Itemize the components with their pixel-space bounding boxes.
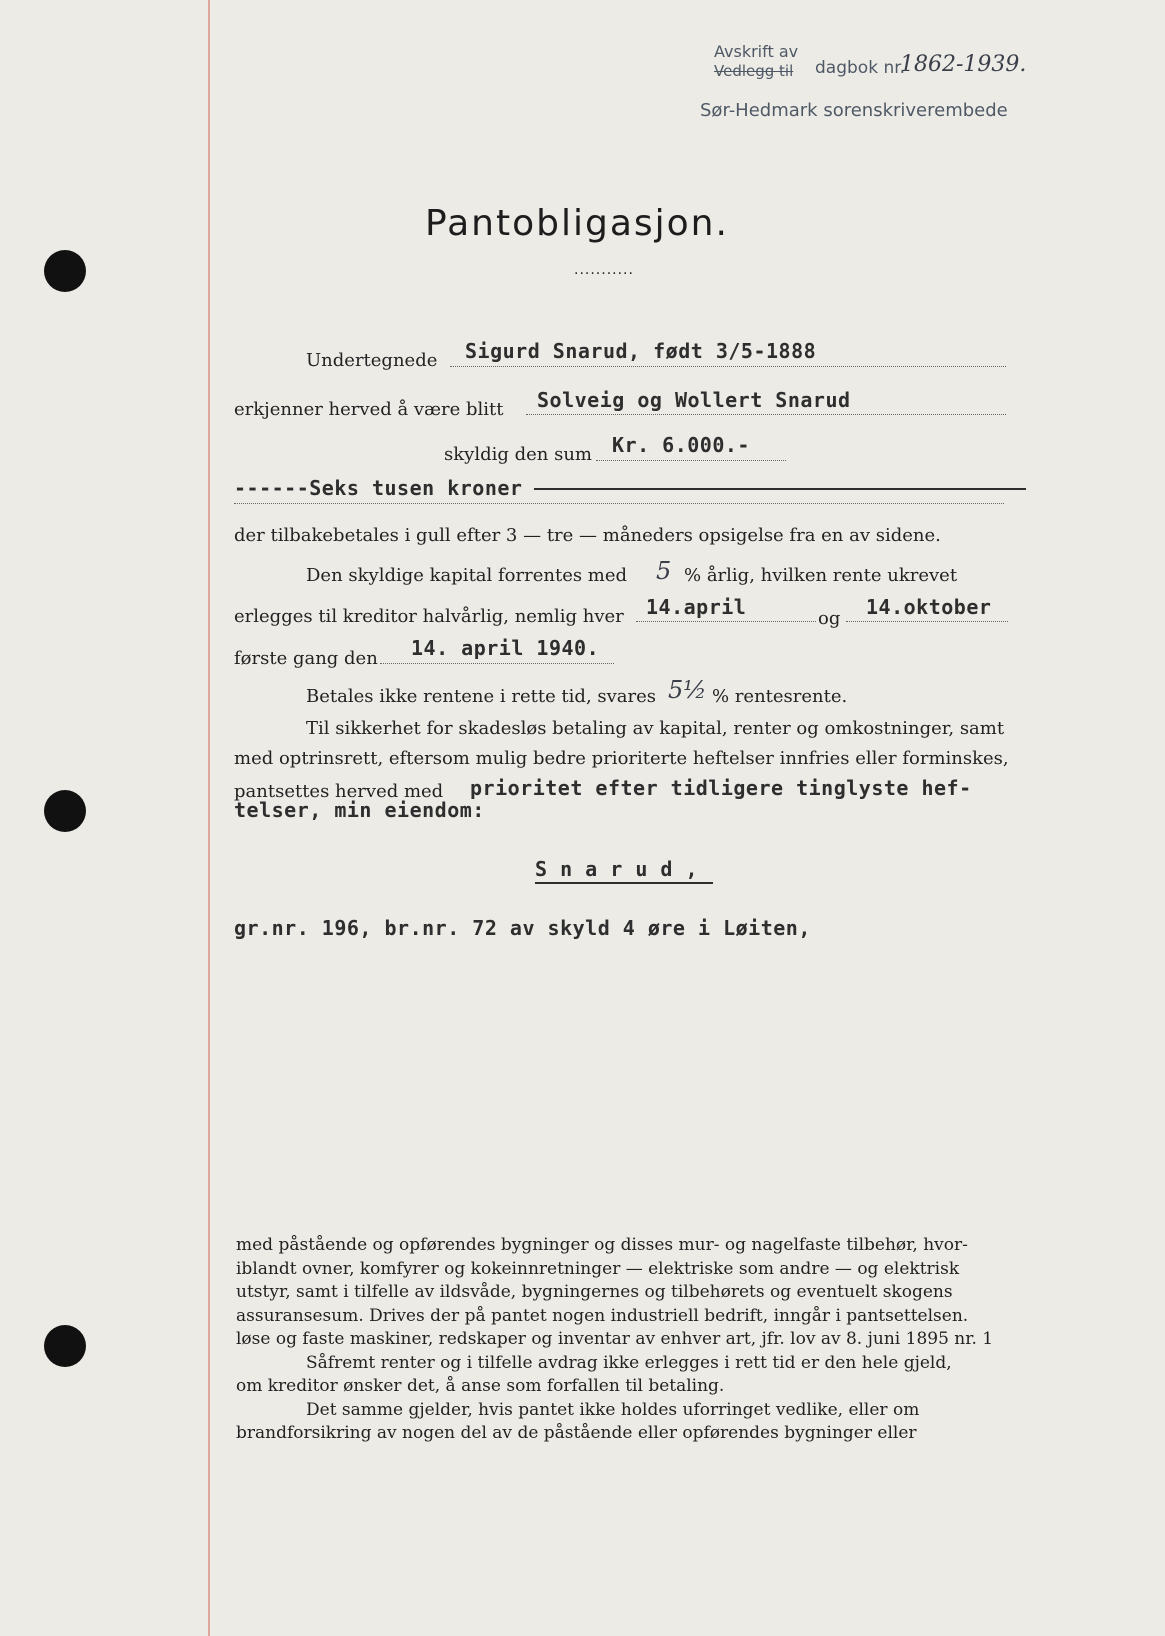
property-underline: [535, 882, 713, 884]
payment-date-2: 14.oktober: [866, 595, 992, 619]
fill-line: [636, 621, 816, 622]
late-interest-label: Betales ikke rentene i rette tid, svares: [306, 686, 657, 707]
property-details: gr.nr. 196, br.nr. 72 av skyld 4 øre i Løiten,: [234, 916, 811, 940]
legal-text: [236, 1234, 1010, 1446]
legal-text-line: løse og faste maskiner, redskaper og inventar av enhver art, jfr. lov av 8. juni 1895 nr. 1: [236, 1329, 994, 1349]
repayment-terms: der tilbakebetales i gull efter 3 — tre — måneders opsigelse fra en av sidene.: [234, 525, 941, 546]
erkjenner-label: erkjenner herved å være blitt: [234, 399, 504, 420]
fill-line: [596, 460, 786, 461]
document-title: Pantobligasjon.: [425, 203, 729, 244]
pledge-value-line-2: telser, min eiendom:: [234, 798, 485, 822]
skyldig-label: skyldig den sum: [444, 444, 592, 465]
margin-line: [208, 0, 210, 1636]
fill-line: [526, 414, 1006, 415]
skyldig-value: Kr. 6.000.-: [612, 433, 750, 457]
legal-text-line: iblandt ovner, komfyrer og kokeinnretninger — elektriske som andre — og elektrisk: [236, 1258, 960, 1279]
amount-in-words: ------Seks tusen kroner: [234, 476, 523, 500]
stamp-dagbok-number: 1862-1939.: [900, 52, 1027, 77]
punch-hole: [44, 790, 86, 832]
stamp-dagbok-label: dagbok nr.: [815, 58, 906, 78]
punch-hole: [44, 1325, 86, 1367]
security-line-2: med optrinsrett, eftersom mulig bedre prioriterte heftelser innfries eller forminskes,: [234, 748, 1009, 769]
first-payment-label: første gang den: [234, 648, 378, 669]
late-interest-rate: 5½: [668, 676, 707, 704]
erkjenner-value: Solveig og Wollert Snarud: [537, 388, 851, 412]
interest-label-b: % årlig, hvilken rente ukrevet: [684, 565, 958, 586]
pledge-label: pantsettes herved med: [234, 781, 444, 802]
fill-line: [380, 663, 614, 664]
stamp-office: Sør-Hedmark sorenskriverembede: [700, 100, 1008, 121]
legal-text-line: om kreditor ønsker det, å anse som forfallen til betaling.: [236, 1376, 725, 1396]
undertegnede-label: Undertegnede: [306, 350, 438, 371]
payment-schedule-label: erlegges til kreditor halvårlig, nemlig hver: [234, 606, 624, 627]
punch-hole: [44, 250, 86, 292]
pledge-value-line-1: prioritet efter tidligere tinglyste hef-: [470, 776, 972, 800]
fill-line: [450, 366, 1006, 367]
interest-label: Den skyldige kapital forrentes med: [306, 565, 628, 586]
legal-text-line: assuransesum. Drives der på pantet nogen industriell bedrift, inngår i pantsettelsen.: [236, 1305, 969, 1326]
fill-line: [846, 621, 1008, 622]
payment-date-1: 14.april: [646, 595, 747, 619]
first-payment-date: 14. april 1940.: [411, 636, 600, 660]
stamp-vedlegg-til: Vedlegg til: [714, 62, 794, 80]
og-label: og: [818, 608, 841, 629]
interest-rate: 5: [656, 557, 672, 585]
security-line-1: Til sikkerhet for skadesløs betaling av kapital, renter og omkostninger, samt: [306, 718, 1005, 739]
title-ornament: ...........: [574, 262, 634, 278]
legal-text-line: Det samme gjelder, hvis pantet ikke holdes uforringet vedlike, eller om: [306, 1399, 920, 1420]
property-name: S n a r u d ,: [535, 857, 699, 881]
late-interest-label-b: % rentesrente.: [712, 686, 848, 707]
legal-text-line: brandforsikring av nogen del av de påstående eller opførendes bygninger eller: [236, 1423, 917, 1443]
legal-text-line: Såfremt renter og i tilfelle avdrag ikke erlegges i rett tid er den hele gjeld,: [306, 1352, 952, 1373]
undertegnede-value: Sigurd Snarud, født 3/5-1888: [465, 339, 817, 363]
fill-line: [234, 503, 1004, 504]
legal-text-line: med påstående og opførendes bygninger og disses mur- og nagelfaste tilbehør, hvor-: [236, 1235, 968, 1255]
legal-text-line: utstyr, samt i tilfelle av ildsvåde, bygningernes og tilbehørets og eventuelt skogens: [236, 1282, 953, 1302]
stamp-avskrift-av: Avskrift av: [714, 42, 799, 61]
amount-dash-line: [534, 488, 1026, 490]
